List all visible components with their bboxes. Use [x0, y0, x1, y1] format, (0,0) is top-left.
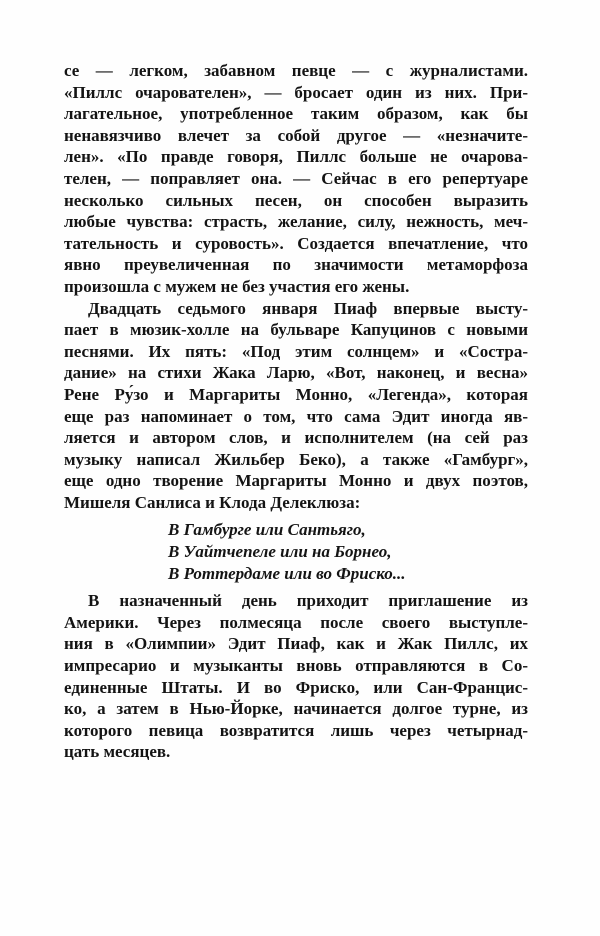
text-line: Двадцать седьмого января Пиаф впервые высту-: [88, 298, 528, 318]
text-line: пает в мюзик-холле на бульваре Капуцинов с новыми: [64, 320, 528, 340]
text-line: лен». «По правде говоря, Пиллс больше не очарова-: [64, 147, 528, 167]
text-line: Рене Ру́зо и Маргариты Монно, «Легенда», которая: [64, 384, 528, 404]
paragraph-1: [64, 60, 528, 298]
text-line: ненавязчиво влечет за собой другое — «незначите-: [64, 125, 528, 145]
text-line: ния в «Олимпии» Эдит Пиаф, как и Жак Пиллс, их: [64, 634, 528, 654]
text-line: несколько сильных песен, он способен выразить: [64, 190, 528, 210]
text-line: В назначенный день приходит приглашение из: [88, 591, 528, 611]
text-line: импресарио и музыканты вновь отправляются в Со-: [64, 656, 528, 676]
text-line: единенные Штаты. И во Фриско, или Сан-Францис-: [64, 677, 528, 697]
verse-line: В Уайтчепеле или на Борнео,: [168, 542, 392, 562]
text-line: ко, а затем в Нью-Йорке, начинается долгое турне, из: [64, 699, 528, 719]
text-line: произошла с мужем не без участия его жены.: [64, 276, 410, 296]
text-line: тательность и суровость». Создается впечатление, что: [64, 233, 528, 253]
text-block: [64, 60, 528, 763]
text-line: которого певица возвратится лишь через четырнад-: [64, 720, 528, 740]
text-line: се — легком, забавном певце — с журналистами.: [64, 61, 528, 80]
paragraph-2: [64, 298, 528, 514]
text-line: музыку написал Жильбер Беко), а также «Гамбург»,: [64, 449, 528, 469]
verse-line: В Роттердаме или во Фриско...: [168, 563, 406, 583]
text-line: еще раз напоминает о том, что сама Эдит иногда яв-: [64, 406, 528, 426]
text-line: Америки. Через полмесяца после своего выступле-: [64, 612, 528, 632]
text-line: цать месяцев.: [64, 742, 171, 762]
verse-line: В Гамбурге или Сантьяго,: [168, 520, 366, 540]
text-line: еще одно творение Маргариты Монно и двух поэтов,: [64, 471, 528, 491]
text-line: явно преувеличенная по значимости метаморфоза: [64, 255, 528, 275]
verse-block: [168, 519, 528, 584]
text-line: телен, — поправляет она. — Сейчас в его репертуаре: [64, 168, 528, 188]
paragraph-3: [64, 590, 528, 763]
text-line: «Пиллс очарователен», — бросает один из них. При-: [64, 82, 528, 102]
text-line: лагательное, употребленное таким образом, как бы: [64, 104, 528, 124]
text-line: любые чувства: страсть, желание, силу, нежность, меч-: [64, 212, 528, 232]
text-line: Мишеля Санлиса и Клода Делеклюза:: [64, 492, 361, 512]
text-line: песнями. Их пять: «Под этим солнцем» и «Состра-: [64, 341, 528, 361]
text-line: дание» на стихи Жака Ларю, «Вот, наконец, и весна»: [64, 363, 528, 383]
text-line: ляется и автором слов, и исполнителем (на сей раз: [64, 428, 528, 448]
